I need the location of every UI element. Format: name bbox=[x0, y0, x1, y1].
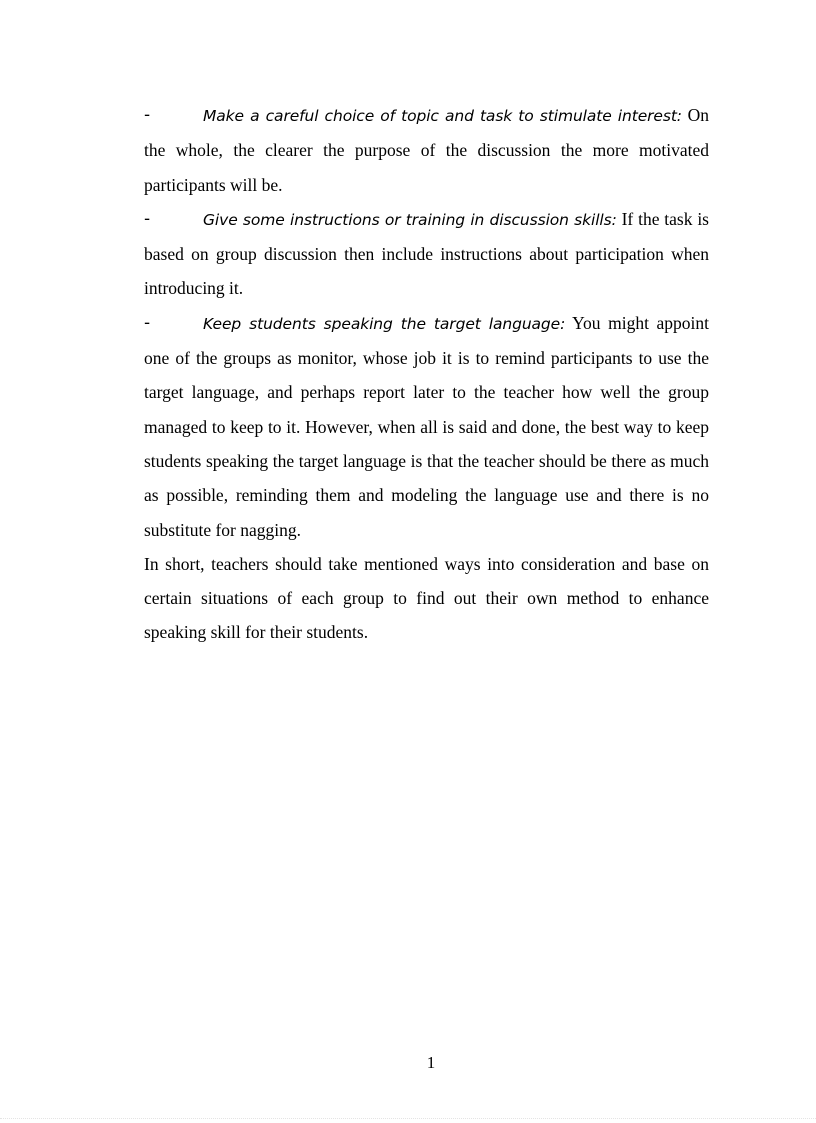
bullet-paragraph-discussion-skills bbox=[144, 202, 709, 306]
page-bottom-edge bbox=[0, 1118, 816, 1119]
page-body bbox=[144, 98, 709, 650]
bullet-body-text: You might appoint one of the groups as monitor, whose job it is to remind participants to use the target language, and perhaps report later to the teacher how well the group managed to keep to it. However, when all is said and done, the best way to keep students speaking the target language is that the teacher should be there as much as possible, reminding them and modeling the language use and there is no substitute for nagging. bbox=[144, 312, 709, 540]
bullet-dash: - bbox=[144, 312, 151, 333]
bullet-dash: - bbox=[144, 105, 151, 125]
bullet-lead-phrase: Make a careful choice of topic and task to stimulate interest: bbox=[203, 107, 682, 125]
bullet-body-text: If the task is based on group discussion then include instructions about participation when introducing it. bbox=[144, 208, 709, 299]
bullet-dash: - bbox=[144, 208, 151, 229]
bullet-body-text: On the whole, the clearer the purpose of the discussion the more motivated participants will be. bbox=[144, 105, 709, 195]
conclusion-paragraph: In short, teachers should take mentioned ways into consideration and base on certain situations of each group to find out their own method to enhance speaking skill for their students. bbox=[144, 553, 709, 643]
bullet-lead-phrase: Keep students speaking the target language: bbox=[203, 314, 566, 333]
bullet-paragraph-target-language bbox=[144, 306, 709, 547]
bullet-paragraph-topic-choice bbox=[144, 98, 709, 202]
bullet-lead-phrase: Give some instructions or training in discussion skills: bbox=[203, 210, 617, 229]
page-number: 1 bbox=[426, 1053, 436, 1072]
